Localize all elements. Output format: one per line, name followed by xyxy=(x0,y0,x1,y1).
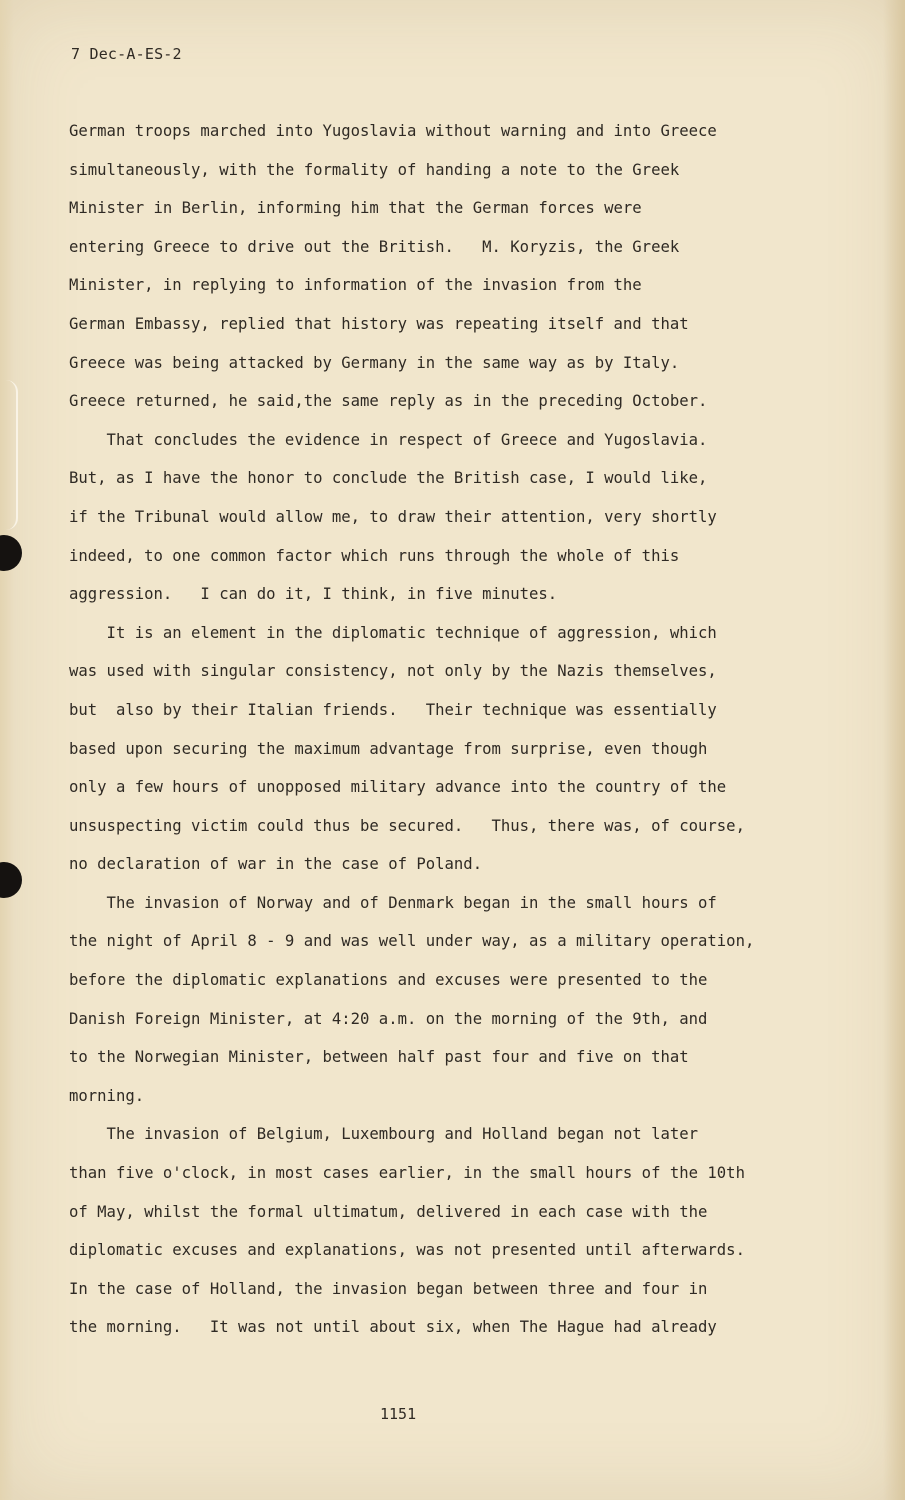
text-line: was used with singular consistency, not only by the Nazis themselves, xyxy=(69,662,717,681)
text-line: than five o'clock, in most cases earlier, in the small hours of the 10th xyxy=(69,1164,745,1183)
text-line: unsuspecting victim could thus be secured. Thus, there was, of course, xyxy=(69,816,745,835)
text-line: only a few hours of unopposed military advance into the country of the xyxy=(69,778,727,797)
text-line: entering Greece to drive out the British. M. Koryzis, the Greek xyxy=(69,237,680,256)
text-line: German troops marched into Yugoslavia without warning and into Greece xyxy=(69,122,717,140)
punch-hole-lower xyxy=(0,862,22,898)
body-text xyxy=(69,117,769,1352)
text-line: if the Tribunal would allow me, to draw their attention, very shortly xyxy=(69,507,717,526)
text-line: German Embassy, replied that history was repeating itself and that xyxy=(69,314,689,333)
text-line: simultaneously, with the formality of handing a note to the Greek xyxy=(69,160,680,179)
text-line: It is an element in the diplomatic technique of aggression, which xyxy=(69,623,717,642)
text-line: before the diplomatic explanations and excuses were presented to the xyxy=(69,971,708,990)
text-line: the night of April 8 - 9 and was well under way, as a military operation, xyxy=(69,932,755,951)
text-line: no declaration of war in the case of Poland. xyxy=(69,855,483,874)
text-line: Greece returned, he said,the same reply as in the preceding October. xyxy=(69,392,708,411)
text-line: but also by their Italian friends. Their technique was essentially xyxy=(69,700,717,719)
text-line: The invasion of Belgium, Luxembourg and Holland began not later xyxy=(69,1125,699,1144)
text-line: of May, whilst the formal ultimatum, delivered in each case with the xyxy=(69,1202,708,1221)
text-line: diplomatic excuses and explanations, was not presented until afterwards. xyxy=(69,1241,745,1260)
text-line: That concludes the evidence in respect of Greece and Yugoslavia. xyxy=(69,430,708,449)
text-line: based upon securing the maximum advantage from surprise, even though xyxy=(69,739,708,758)
text-line: Danish Foreign Minister, at 4:20 a.m. on the morning of the 9th, and xyxy=(69,1009,708,1028)
text-line: to the Norwegian Minister, between half past four and five on that xyxy=(69,1048,689,1067)
text-line: indeed, to one common factor which runs through the whole of this xyxy=(69,546,680,565)
text-line: But, as I have the honor to conclude the British case, I would like, xyxy=(69,469,708,488)
text-line: Greece was being attacked by Germany in the same way as by Italy. xyxy=(69,353,680,372)
text-line: the morning. It was not until about six, when The Hague had already xyxy=(69,1318,717,1337)
text-line: morning. xyxy=(69,1086,145,1105)
page-number: 1151 xyxy=(380,1405,417,1423)
text-line: Minister, in replying to information of the invasion from the xyxy=(69,276,642,295)
paper-tear-mark xyxy=(0,380,18,530)
text-line: Minister in Berlin, informing him that the German forces were xyxy=(69,199,642,218)
document-reference: 7 Dec-A-ES-2 xyxy=(71,45,182,63)
text-line: aggression. I can do it, I think, in five minutes. xyxy=(69,585,558,604)
punch-hole-upper xyxy=(0,535,22,571)
text-line: In the case of Holland, the invasion began between three and four in xyxy=(69,1279,708,1298)
text-line: The invasion of Norway and of Denmark began in the small hours of xyxy=(69,893,717,912)
paper-left-edge xyxy=(0,0,14,1500)
paper-right-edge xyxy=(883,0,905,1500)
